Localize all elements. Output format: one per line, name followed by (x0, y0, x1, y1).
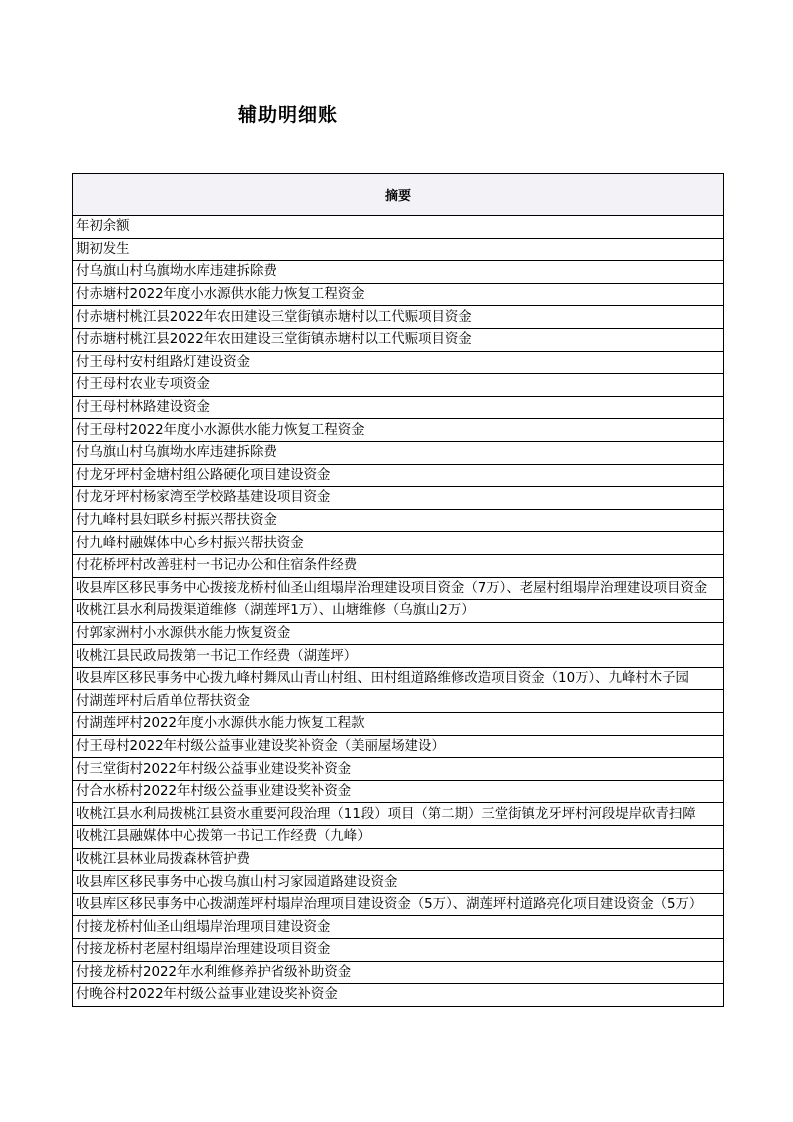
table-row (73, 374, 724, 397)
table-row (73, 261, 724, 284)
summary-cell: 付王母村2022年村级公益事业建设奖补资金（美丽屋场建设） (73, 735, 724, 758)
table-row (73, 848, 724, 871)
summary-cell: 收县库区移民事务中心拨湖莲坪村塌岸治理项目建设资金（5万）、湖莲坪村道路亮化项目建设资金（5万） (73, 893, 724, 916)
summary-cell: 付赤塘村桃江县2022年农田建设三堂街镇赤塘村以工代赈项目资金 (73, 306, 724, 329)
table-row (73, 871, 724, 894)
summary-cell: 收桃江县融媒体中心拨第一书记工作经费（九峰） (73, 826, 724, 849)
summary-cell: 收桃江县水利局拨桃江县资水重要河段治理（11段）项目（第二期）三堂街镇龙牙坪村河段堤岸砍青扫障 (73, 803, 724, 826)
summary-cell: 收县库区移民事务中心拨九峰村舞凤山青山村组、田村组道路维修改造项目资金（10万）、九峰村木子园 (73, 667, 724, 690)
summary-cell: 付合水桥村2022年村级公益事业建设奖补资金 (73, 780, 724, 803)
summary-cell: 付乌旗山村乌旗坳水库违建拆除费 (73, 441, 724, 464)
summary-cell: 付赤塘村2022年度小水源供水能力恢复工程资金 (73, 283, 724, 306)
summary-cell: 付王母村2022年度小水源供水能力恢复工程资金 (73, 419, 724, 442)
table-row (73, 645, 724, 668)
summary-cell: 付王母村安村组路灯建设资金 (73, 351, 724, 374)
summary-cell: 付花桥坪村改善驻村一书记办公和住宿条件经费 (73, 554, 724, 577)
table-row (73, 713, 724, 736)
summary-cell: 付晚谷村2022年村级公益事业建设奖补资金 (73, 984, 724, 1007)
table-row (73, 826, 724, 849)
table-row (73, 464, 724, 487)
summary-cell: 收县库区移民事务中心拨接龙桥村仙圣山组塌岸治理建设项目资金（7万）、老屋村组塌岸治理建设项目资金 (73, 577, 724, 600)
summary-cell: 付赤塘村桃江县2022年农田建设三堂街镇赤塘村以工代赈项目资金 (73, 328, 724, 351)
table-row (73, 667, 724, 690)
table-row (73, 328, 724, 351)
table-row (73, 306, 724, 329)
summary-cell: 收桃江县林业局拨森林管护费 (73, 848, 724, 871)
table-row (73, 803, 724, 826)
summary-cell: 年初余额 (73, 216, 724, 239)
summary-cell: 收桃江县水利局拨渠道维修（湖莲坪1万）、山塘维修（乌旗山2万） (73, 600, 724, 623)
table-row (73, 419, 724, 442)
table-row (73, 487, 724, 510)
summary-cell: 期初发生 (73, 238, 724, 261)
table-row (73, 577, 724, 600)
summary-cell: 付郭家洲村小水源供水能力恢复资金 (73, 622, 724, 645)
summary-cell: 付九峰村融媒体中心乡村振兴帮扶资金 (73, 532, 724, 555)
summary-cell: 付九峰村县妇联乡村振兴帮扶资金 (73, 509, 724, 532)
table-row (73, 735, 724, 758)
summary-cell: 付龙牙坪村杨家湾至学校路基建设项目资金 (73, 487, 724, 510)
summary-cell: 付王母村林路建设资金 (73, 396, 724, 419)
table-row (73, 441, 724, 464)
table-row (73, 984, 724, 1007)
table-row (73, 600, 724, 623)
summary-cell: 付王母村农业专项资金 (73, 374, 724, 397)
table-body (73, 216, 724, 1007)
page-title: 辅助明细账 (238, 104, 339, 126)
table-row (73, 916, 724, 939)
summary-cell: 付湖莲坪村2022年度小水源供水能力恢复工程款 (73, 713, 724, 736)
ledger-table (72, 173, 724, 1007)
summary-cell: 付三堂街村2022年村级公益事业建设奖补资金 (73, 758, 724, 781)
summary-cell: 付接龙桥村仙圣山组塌岸治理项目建设资金 (73, 916, 724, 939)
summary-cell: 付接龙桥村2022年水利维修养护省级补助资金 (73, 961, 724, 984)
table-row (73, 622, 724, 645)
summary-cell: 付湖莲坪村后盾单位帮扶资金 (73, 690, 724, 713)
summary-cell: 收桃江县民政局拨第一书记工作经费（湖莲坪） (73, 645, 724, 668)
table-row (73, 238, 724, 261)
table-row (73, 396, 724, 419)
table-header-row (73, 174, 724, 216)
table-row (73, 283, 724, 306)
table-row (73, 758, 724, 781)
column-header-summary: 摘要 (73, 174, 724, 216)
table-row (73, 509, 724, 532)
table-row (73, 939, 724, 962)
summary-cell: 付龙牙坪村金塘村组公路硬化项目建设资金 (73, 464, 724, 487)
table-row (73, 893, 724, 916)
summary-cell: 付乌旗山村乌旗坳水库违建拆除费 (73, 261, 724, 284)
summary-cell: 收县库区移民事务中心拨乌旗山村习家园道路建设资金 (73, 871, 724, 894)
table-row (73, 961, 724, 984)
summary-cell: 付接龙桥村老屋村组塌岸治理建设项目资金 (73, 939, 724, 962)
table-row (73, 532, 724, 555)
table-row (73, 554, 724, 577)
table-row (73, 780, 724, 803)
table-row (73, 351, 724, 374)
table-row (73, 216, 724, 239)
table-row (73, 690, 724, 713)
